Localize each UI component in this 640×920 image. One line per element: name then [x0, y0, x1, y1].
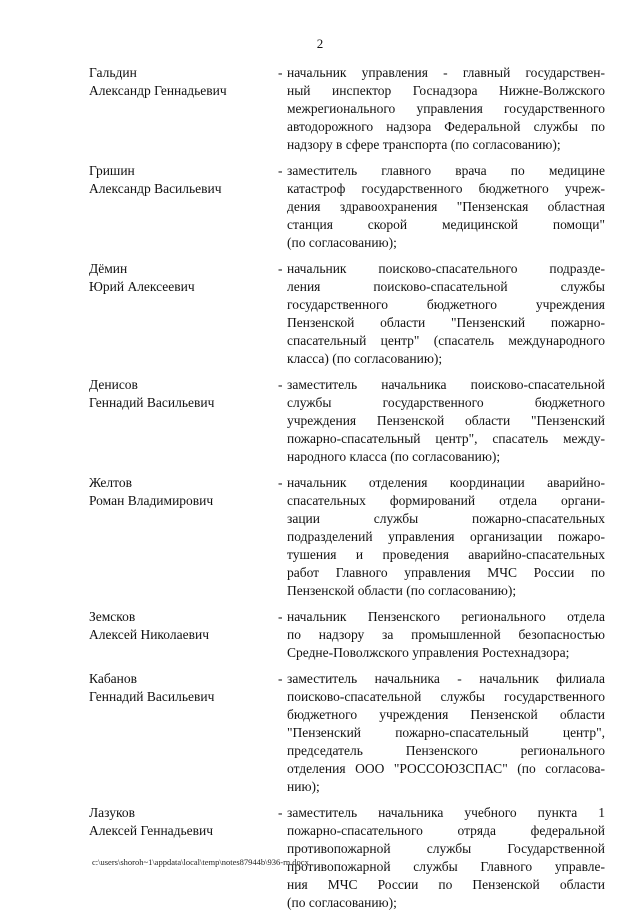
member-position [287, 474, 605, 600]
member-entry [89, 608, 605, 662]
position-line: ления поисково-спасательной службы [287, 279, 605, 294]
position-line: Пензенской области (по согласованию); [287, 583, 517, 598]
member-position [287, 260, 605, 368]
member-position [287, 670, 605, 796]
member-surname: Лазуков [89, 805, 135, 820]
position-line: заместитель главного врача по медицине [287, 163, 605, 178]
member-entry [89, 260, 605, 368]
position-line: Средне-Поволжского управления Ростехнадзора; [287, 645, 570, 660]
position-line: работ Главного управления МЧС России по [287, 565, 605, 580]
page-number: 2 [316, 36, 324, 51]
position-line: бюджетного учреждения Пензенской области [287, 707, 605, 722]
position-line: ный инспектор Госнадзора Нижне-Волжского [287, 83, 605, 98]
position-line: катастроф государственного бюджетного учреж- [287, 181, 605, 196]
member-entry [89, 162, 605, 252]
member-entry [89, 670, 605, 796]
position-line: народного класса (по согласованию); [287, 449, 501, 464]
member-given-names: Александр Геннадьевич [89, 83, 227, 98]
member-given-names: Алексей Геннадьевич [89, 823, 214, 838]
position-line: ния МЧС России по Пензенской области [287, 877, 605, 892]
dash-separator: - [278, 475, 283, 490]
member-given-names: Алексей Николаевич [89, 627, 209, 642]
position-line: поисково-спасательной службы государственного [287, 689, 605, 704]
position-line: (по согласованию); [287, 235, 397, 250]
position-line: службы государственного бюджетного [287, 395, 605, 410]
position-line: пожарно-спасательный центр", спасатель между- [287, 431, 605, 446]
position-line: дения здравоохранения "Пензенская областная [287, 199, 605, 214]
member-surname: Денисов [89, 377, 138, 392]
member-given-names: Геннадий Васильевич [89, 395, 215, 410]
member-surname: Гришин [89, 163, 135, 178]
member-name [89, 804, 269, 840]
member-name [89, 670, 269, 706]
position-line: автодорожного надзора Федеральной службы по [287, 119, 605, 134]
position-line: заместитель начальника учебного пункта 1 [287, 805, 605, 820]
member-name [89, 376, 269, 412]
dash-separator: - [278, 377, 283, 392]
position-line: отделения ООО "РОССОЮЗСПАС" (по согласова- [287, 761, 605, 776]
file-path-footer: c:\users\shoroh~1\appdata\local\temp\notes87944b\936-rn.docx [92, 857, 309, 867]
member-surname: Дёмин [89, 261, 128, 276]
member-given-names: Юрий Алексеевич [89, 279, 195, 294]
member-surname: Земсков [89, 609, 136, 624]
member-given-names: Геннадий Васильевич [89, 689, 215, 704]
position-line: противопожарной службы Государственной [287, 841, 605, 856]
member-name [89, 608, 269, 644]
position-line: начальник поисково-спасательного подразде- [287, 261, 605, 276]
position-line: государственного бюджетного учреждения [287, 297, 605, 312]
member-name [89, 162, 269, 198]
member-name [89, 260, 269, 296]
position-line: (по согласованию); [287, 895, 397, 910]
dash-separator: - [278, 163, 283, 178]
member-entry [89, 376, 605, 466]
position-line: подразделений управления организации пожаро- [287, 529, 605, 544]
member-position [287, 608, 605, 662]
position-line: надзору в сфере транспорта (по согласованию); [287, 137, 561, 152]
member-entry [89, 64, 605, 154]
member-position [287, 64, 605, 154]
position-line: пожарно-спасательного отряда федеральной [287, 823, 605, 838]
position-line: Пензенской области "Пензенский пожарно- [287, 315, 605, 330]
position-line: зации службы пожарно-спасательных [287, 511, 605, 526]
position-line: учреждения Пензенской области "Пензенский [287, 413, 605, 428]
member-position [287, 376, 605, 466]
member-name [89, 64, 269, 100]
position-line: начальник Пензенского регионального отдела [287, 609, 605, 624]
member-position [287, 162, 605, 252]
position-line: тушения и проведения аварийно-спасательных [287, 547, 605, 562]
member-list [89, 64, 605, 920]
member-surname: Желтов [89, 475, 132, 490]
member-surname: Гальдин [89, 65, 137, 80]
position-line: заместитель начальника поисково-спасательной [287, 377, 605, 392]
position-line: спасательных формирований отдела органи- [287, 493, 605, 508]
position-line: "Пензенский пожарно-спасательный центр", [287, 725, 605, 740]
member-given-names: Александр Васильевич [89, 181, 222, 196]
position-line: противопожарной службы Главного управле- [287, 859, 605, 874]
position-line: станция скорой медицинской помощи" [287, 217, 605, 232]
position-line: спасательный центр" (спасатель международного [287, 333, 605, 348]
member-surname: Кабанов [89, 671, 138, 686]
member-given-names: Роман Владимирович [89, 493, 214, 508]
dash-separator: - [278, 65, 283, 80]
position-line: председатель Пензенского регионального [287, 743, 605, 758]
position-line: межрегионального управления государственного [287, 101, 605, 116]
dash-separator: - [278, 609, 283, 624]
position-line: нию); [287, 779, 320, 794]
member-entry [89, 474, 605, 600]
dash-separator: - [278, 805, 283, 820]
member-position [287, 804, 605, 912]
position-line: начальник управления - главный государствен- [287, 65, 605, 80]
position-line: начальник отделения координации аварийно- [287, 475, 605, 490]
dash-separator: - [278, 671, 283, 686]
position-line: по надзору за промышленной безопасностью [287, 627, 605, 642]
position-line: класса) (по согласованию); [287, 351, 443, 366]
member-name [89, 474, 269, 510]
dash-separator: - [278, 261, 283, 276]
position-line: заместитель начальника - начальник филиала [287, 671, 605, 686]
